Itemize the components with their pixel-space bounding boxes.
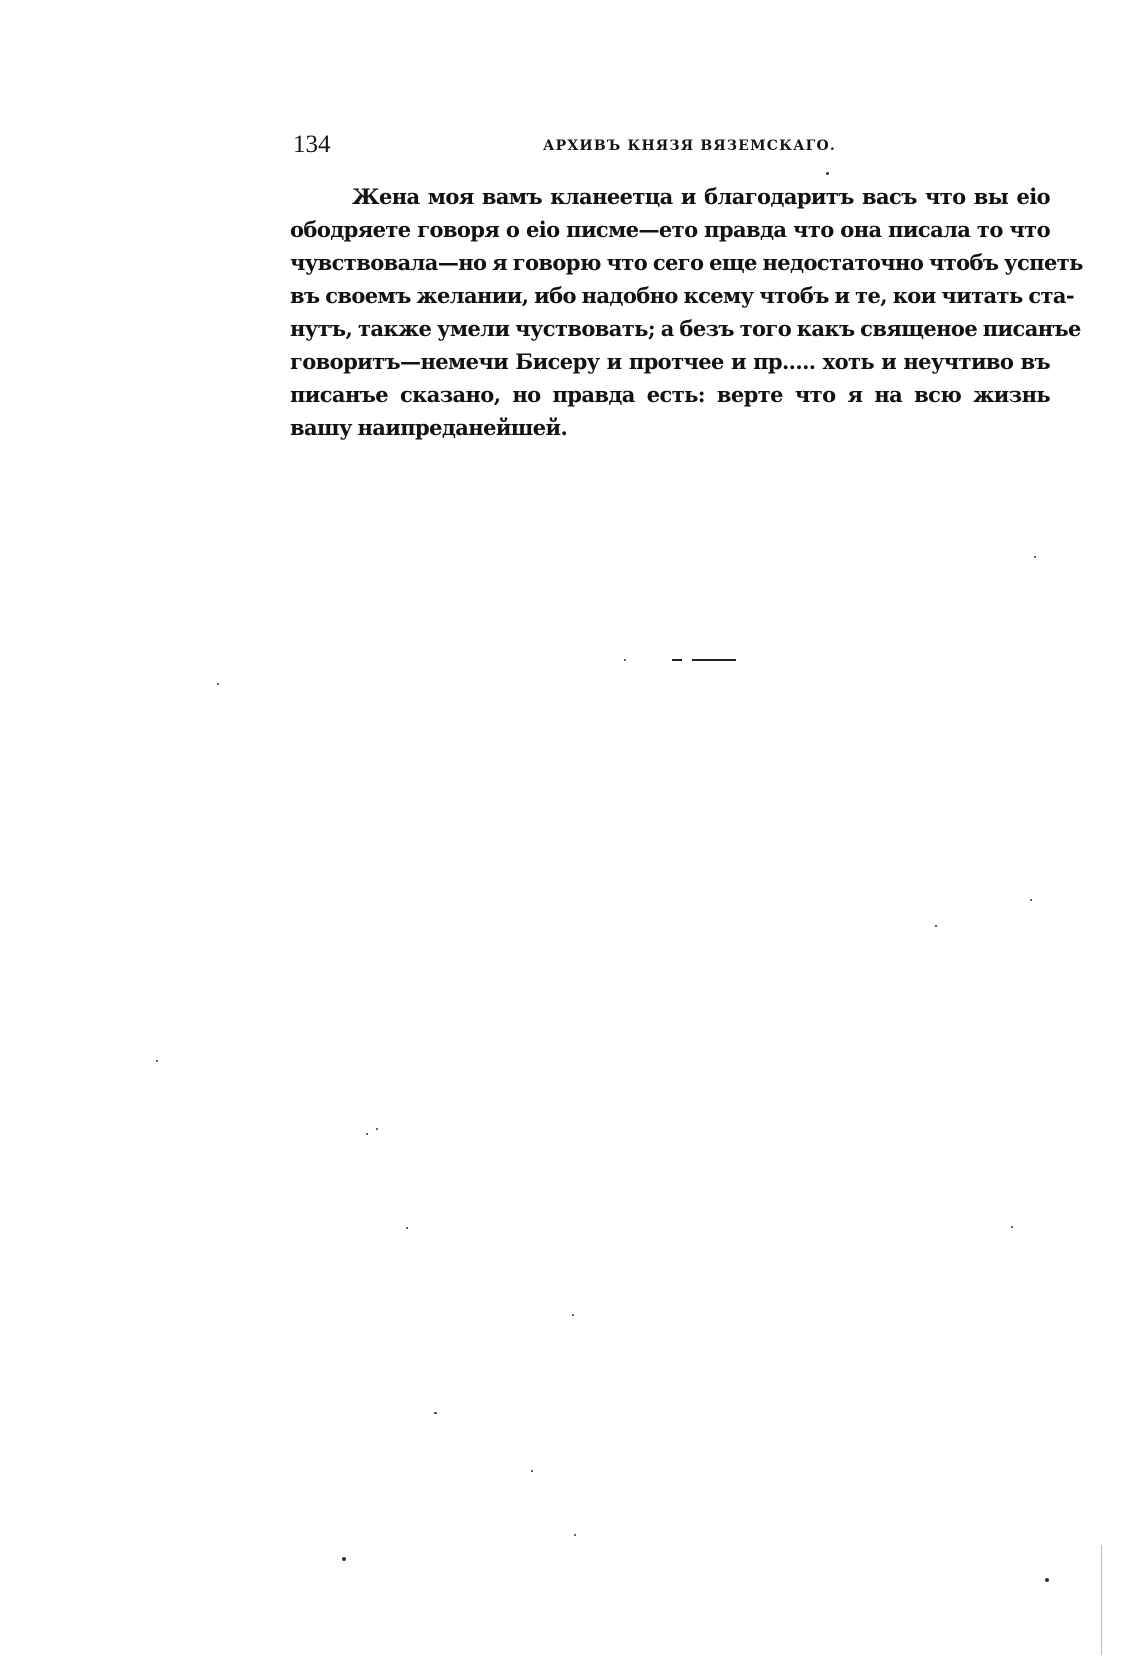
running-title: АРХИВЪ КНЯЗЯ ВЯЗЕМСКАГО. [543,138,837,154]
text-line-2: ободряете говоря о еіо писме—ето правда что она писала то что [290,217,1050,242]
scan-speck [406,1227,408,1229]
text-line-1: Жена моя вамъ кланеетца и благодаритъ васъ что вы еіо [352,184,1050,209]
scan-speck [574,1534,576,1536]
scan-speck [935,925,937,927]
section-end-rule [672,658,736,662]
scan-speck [826,172,829,175]
scan-speck [217,683,219,685]
text-line-8: вашу наипреданейшей. [290,415,568,440]
scan-speck [376,1128,378,1130]
scan-speck [156,1060,158,1062]
running-header [293,128,1048,164]
scan-speck [342,1557,346,1561]
text-line-5: нутъ, также умели чуствовать; а безъ того какъ священое писанъе [290,316,1081,341]
text-line-4: въ своемъ желании, ибо надобно ксему чтобъ и те, кои читать ста- [290,283,1075,308]
scan-speck [531,1470,533,1472]
rule-dash-long [692,659,736,661]
text-line-6: говоритъ—немечи Бисеру и протчее и пр..... хоть и неучтиво въ [290,349,1050,374]
scan-speck [1034,556,1036,558]
scan-edge-shadow [1101,1545,1102,1655]
scan-speck [1030,899,1032,901]
scan-speck [624,659,626,661]
scan-speck [572,1314,574,1316]
scan-speck [1011,1226,1013,1228]
scan-speck [1045,1578,1049,1582]
rule-dash-short [672,659,682,661]
scan-speck [434,1412,437,1414]
text-line-3: чувствовала—но я говорю что сего еще недостаточно чтобъ успеть [290,250,1083,275]
letter-paragraph [290,180,1083,444]
text-line-7: писанъе сказано, но правда есть: верте что я на всю жизнь [290,382,1050,407]
scan-speck [366,1133,368,1135]
page-number: 134 [293,131,331,158]
